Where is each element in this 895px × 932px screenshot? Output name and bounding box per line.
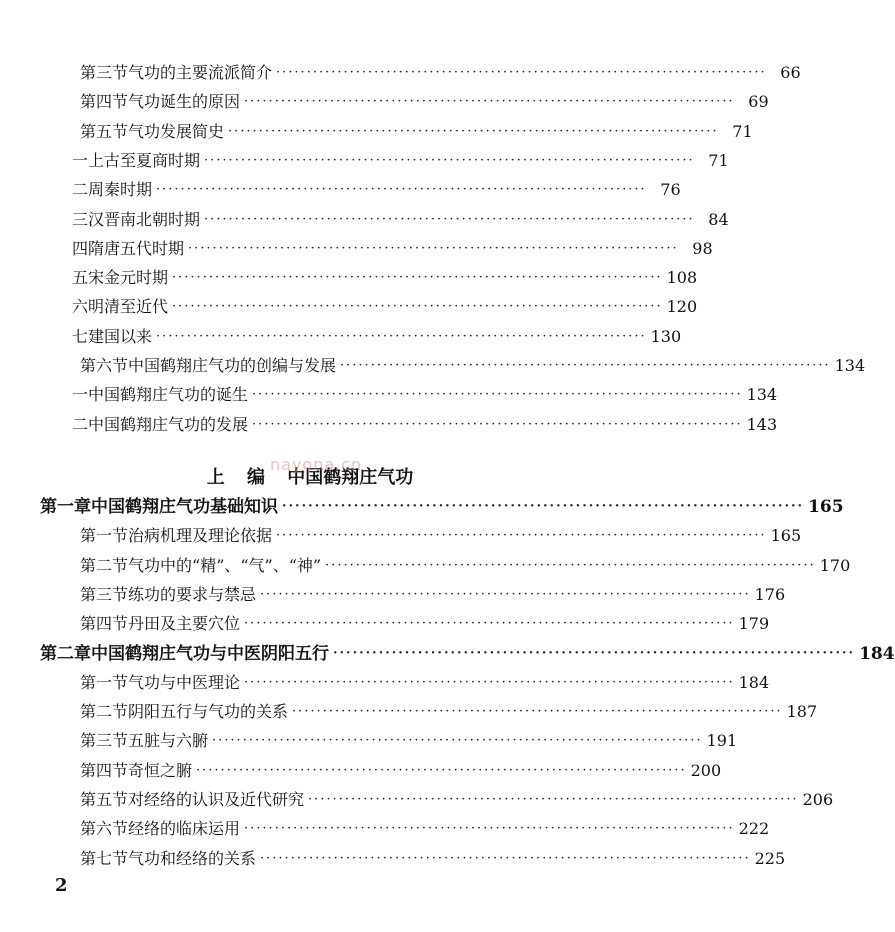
toc-entry xyxy=(80,728,738,754)
toc-entry xyxy=(72,382,778,408)
toc-entry-number: 第七节 xyxy=(80,848,129,868)
toc-entry-page: 184 xyxy=(859,643,895,664)
toc-entry-title: 周秦时期 xyxy=(88,180,153,200)
toc-entry-title: 气功诞生的原因 xyxy=(128,92,241,112)
toc-entry-number: 第五节 xyxy=(80,121,129,141)
toc-entry-title: 隋唐五代时期 xyxy=(88,238,185,258)
toc-leader-dots: ················································································ xyxy=(156,182,647,198)
toc-entry-title: 宋金元时期 xyxy=(88,268,169,288)
toc-entry-title: 明清至近代 xyxy=(88,297,169,317)
toc-leader-dots: ················································································ xyxy=(188,240,679,256)
toc-entry xyxy=(80,816,770,842)
toc-entry xyxy=(72,236,713,262)
toc-leader-dots: ················································································ xyxy=(252,416,743,432)
toc-entry-title: 练功的要求与禁忌 xyxy=(128,584,257,604)
toc-entry-title: 对经络的认识及近代研究 xyxy=(128,790,305,809)
toc-leader-dots: ················································································ xyxy=(333,645,856,661)
toc-entry-page: 191 xyxy=(706,731,738,751)
toc-entry xyxy=(72,207,729,233)
toc-entry-page: 84 xyxy=(708,209,729,229)
toc-entry xyxy=(72,265,698,291)
toc-entry-page: 76 xyxy=(660,180,681,200)
toc-entry-number: 第三节 xyxy=(80,63,129,82)
toc-entry-number: 一 xyxy=(72,385,89,405)
toc-entry xyxy=(80,553,851,579)
toc-entry xyxy=(80,119,753,145)
toc-entry-title: 奇恒之腑 xyxy=(128,760,193,780)
toc-leader-dots: ················································································ xyxy=(308,792,799,807)
toc-entry-page: 71 xyxy=(708,150,729,170)
toc-entry xyxy=(72,412,778,438)
toc-leader-dots: ················································································ xyxy=(252,387,743,403)
toc-leader-dots: ················································································ xyxy=(156,328,647,344)
toc-entry-number: 第二章 xyxy=(40,643,91,664)
toc-entry xyxy=(80,758,722,784)
toc-leader-dots: ················································································ xyxy=(204,152,695,168)
toc-entry xyxy=(80,611,770,637)
toc-entry-number: 第四节 xyxy=(80,614,129,634)
toc-entry-page: 130 xyxy=(650,326,682,346)
part-title: 中国鹤翔庄气功 xyxy=(287,467,414,488)
toc-entry-number: 三 xyxy=(72,209,89,229)
toc-leader-dots: ················································································ xyxy=(228,123,719,139)
toc-entry-number: 第一节 xyxy=(80,672,129,692)
toc-entry-title: 五脏与六腑 xyxy=(128,731,209,751)
toc-leader-dots: ················································································ xyxy=(244,674,735,690)
toc-entry-title: 气功和经络的关系 xyxy=(128,848,257,868)
toc-entry-page: 120 xyxy=(666,297,698,317)
toc-entry-number: 二 xyxy=(72,180,89,200)
toc-leader-dots: ················································································ xyxy=(282,499,805,514)
toc-entry-page: 187 xyxy=(786,702,818,722)
toc-entry xyxy=(80,353,866,379)
toc-leader-dots: ················································································ xyxy=(244,616,735,632)
toc-entry-title: 上古至夏商时期 xyxy=(88,150,201,170)
toc-entry-number: 四 xyxy=(72,238,89,258)
toc-leader-dots: ················································································ xyxy=(325,557,816,573)
toc-leader-dots: ················································································ xyxy=(340,358,831,373)
toc-entry-title: 阴阳五行与气功的关系 xyxy=(128,702,289,722)
toc-entry-number: 六 xyxy=(72,297,89,317)
toc-entry-title: 治病机理及理论依据 xyxy=(128,526,273,546)
toc-entry-number: 第一章 xyxy=(40,497,91,517)
toc-entry-page: 165 xyxy=(770,526,802,546)
watermark-text: nayona.cn xyxy=(270,455,363,474)
toc-entry-page: 225 xyxy=(754,848,786,868)
toc-entry-page: 143 xyxy=(746,414,778,434)
toc-leader-dots: ················································································ xyxy=(172,299,663,315)
toc-entry-title: 汉晋南北朝时期 xyxy=(88,209,201,229)
toc-entry-page: 222 xyxy=(738,819,770,839)
toc-entry xyxy=(72,148,729,174)
toc-leader-dots: ················································································ xyxy=(196,762,687,778)
toc-entry-page: 66 xyxy=(780,63,801,82)
toc-entry-page: 71 xyxy=(732,121,753,141)
toc-leader-dots: ················································································ xyxy=(212,733,703,749)
toc-leader-dots: ················································································ xyxy=(244,94,735,110)
toc-entry-page: 69 xyxy=(748,92,769,112)
toc-leader-dots: ················································································ xyxy=(260,850,751,866)
toc-entry-title: 建国以来 xyxy=(88,326,153,346)
page-number: 2 xyxy=(55,875,68,896)
toc-entry-title: 中国鹤翔庄气功基础知识 xyxy=(91,497,278,517)
toc-entry-title: 气功与中医理论 xyxy=(128,672,241,692)
toc-leader-dots: ················································································ xyxy=(172,270,663,286)
toc-entry-page: 200 xyxy=(690,760,722,780)
toc-entry-title: 中国鹤翔庄气功的诞生 xyxy=(88,385,249,405)
toc-entry-title: 中国鹤翔庄气功与中医阴阳五行 xyxy=(91,643,329,664)
toc-leader-dots: ················································································ xyxy=(260,586,751,602)
toc-entry xyxy=(80,523,802,549)
toc-entry-number: 五 xyxy=(72,268,89,288)
toc-entry-number: 七 xyxy=(72,326,89,346)
toc-entry-title: 气功中的“精”、“气”、“神” xyxy=(128,555,322,575)
toc-entry xyxy=(80,89,769,115)
toc-entry-number: 二 xyxy=(72,414,89,434)
toc-entry xyxy=(72,324,682,350)
toc-entry-number: 第三节 xyxy=(80,584,129,604)
toc-entry-title: 中国鹤翔庄气功的创编与发展 xyxy=(128,356,337,375)
toc-entry xyxy=(80,846,786,872)
toc-leader-dots: ················································································ xyxy=(276,65,767,80)
toc-entry-number: 第六节 xyxy=(80,819,129,839)
toc-entry-title: 气功的主要流派简介 xyxy=(128,63,273,82)
toc-entry-page: 170 xyxy=(819,555,851,575)
toc-entry xyxy=(80,582,786,608)
toc-leader-dots: ················································································ xyxy=(244,821,735,837)
toc-entry-number: 第二节 xyxy=(80,702,129,722)
toc-entry-title: 经络的临床运用 xyxy=(128,819,241,839)
toc-leader-dots: ················································································ xyxy=(292,704,783,720)
toc-entry xyxy=(72,177,681,203)
toc-entry-page: 184 xyxy=(738,672,770,692)
toc-entry-title: 丹田及主要穴位 xyxy=(128,614,241,634)
toc-entry-page: 165 xyxy=(808,497,844,517)
toc-entry-page: 108 xyxy=(666,268,698,288)
toc-leader-dots: ················································································ xyxy=(276,528,767,544)
toc-entry-page: 134 xyxy=(746,385,778,405)
toc-entry-number: 第二节 xyxy=(80,555,129,575)
toc-entry-page: 206 xyxy=(802,790,834,809)
toc-entry-page: 179 xyxy=(738,614,770,634)
toc-entry xyxy=(40,641,895,667)
toc-entry xyxy=(80,787,834,813)
toc-entry-number: 第六节 xyxy=(80,356,129,375)
toc-entry xyxy=(80,60,801,86)
part-label: 上 xyxy=(206,467,225,488)
toc-entry-number: 第四节 xyxy=(80,760,129,780)
toc-entry-title: 气功发展简史 xyxy=(128,121,225,141)
toc-entry-number: 第四节 xyxy=(80,92,129,112)
part-label-2: 编 xyxy=(247,467,265,488)
toc-entry xyxy=(80,699,818,725)
toc-entry xyxy=(80,670,770,696)
toc-entry-number: 一 xyxy=(72,150,89,170)
toc-leader-dots: ················································································ xyxy=(204,211,695,227)
toc-entry xyxy=(40,494,844,520)
toc-entry-title: 中国鹤翔庄气功的发展 xyxy=(88,414,249,434)
toc-entry xyxy=(72,294,698,320)
toc-entry-number: 第一节 xyxy=(80,526,129,546)
toc-entry-page: 134 xyxy=(834,356,866,375)
toc-entry-page: 98 xyxy=(692,238,713,258)
toc-entry-number: 第三节 xyxy=(80,731,129,751)
toc-entry-page: 176 xyxy=(754,584,786,604)
toc-entry-number: 第五节 xyxy=(80,790,129,809)
